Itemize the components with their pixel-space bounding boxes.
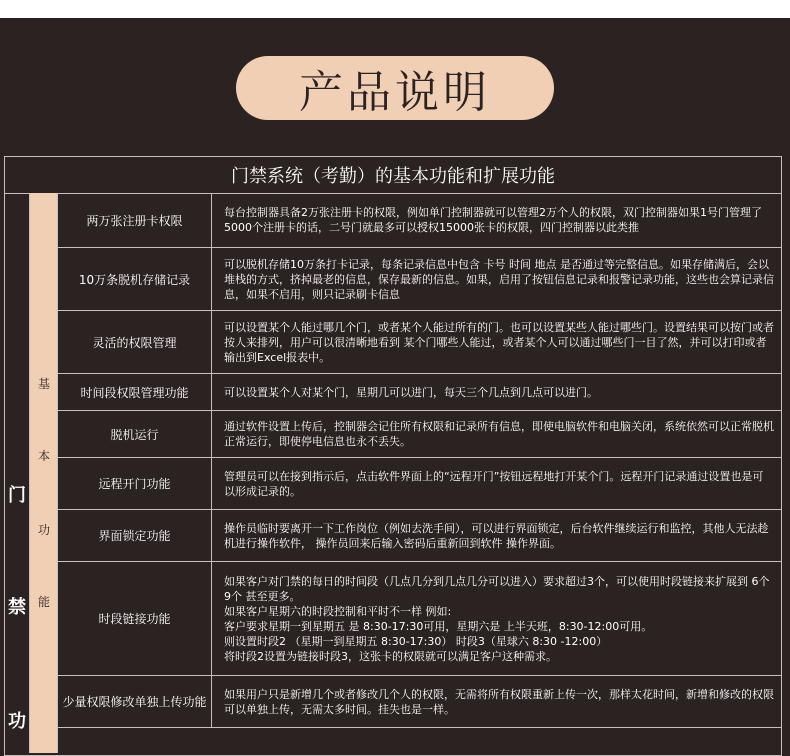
category-inner-char: 功 xyxy=(37,523,50,537)
title-banner xyxy=(236,56,554,120)
category-outer-column xyxy=(4,193,30,753)
feature-description: 每台控制器具备2万张注册卡的权限，例如单门控制器就可以管理2万个人的权限，双门控制器如果1号门管理了5000个注册卡的话，二号门就最多可以授权15000张卡的权限，四门控制器以此类推 xyxy=(224,206,762,234)
table-heading: 门禁系统（考勤）的基本功能和扩展功能 xyxy=(4,156,782,194)
category-inner-column xyxy=(30,193,58,753)
category-outer-char: 功 xyxy=(8,711,26,732)
table-row xyxy=(58,248,782,311)
table-row xyxy=(58,510,782,562)
table-row xyxy=(58,411,782,458)
table-row xyxy=(58,193,782,248)
feature-name: 界面锁定功能 xyxy=(58,510,212,561)
feature-description: 通过软件设置上传后，控制器会记住所有权限和记录所有信息，即使电脑软件和电脑关闭，系统依然可以正常脱机正常运行，即使停电信息也永不丢失。 xyxy=(224,420,774,448)
feature-name: 灵活的权限管理 xyxy=(58,311,212,373)
category-outer-char: 禁 xyxy=(8,597,26,618)
table-row xyxy=(58,374,782,411)
feature-name: 远程开门功能 xyxy=(58,458,212,509)
feature-name: 时段链接功能 xyxy=(58,562,212,675)
feature-name: 脱机运行 xyxy=(58,411,212,457)
category-outer-char: 门 xyxy=(8,485,26,506)
feature-name: 少量权限修改单独上传功能 xyxy=(58,676,212,727)
feature-description: 如果客户对门禁的每日的时间段（几点几分到几点几分可以进入）要求超过3个，可以使用时段链接来扩展到 6个 9个 甚至更多。 如果客户星期六的时段控制和平时不一样 例如: 客户要求星期一到星期五 是 8:30-17:30可用，星期六是 上半天班，8:30-12:00可用。 则设置时段2 （星期一到星期五 8:30-17:30） 时段3（星球六 8:30 -12:00） 将时段2设置为链接时段3，这张卡的权限就可以满足客户这种需求。 xyxy=(224,574,770,663)
feature-description: 操作员临时要离开一下工作岗位（例如去洗手间），可以进行界面锁定，后台软件继续运行和监控，其他人无法趁机进行操作软件， 操作员回来后输入密码后重新回到软件 操作界面。 xyxy=(224,521,769,550)
table-row xyxy=(58,676,782,728)
feature-description: 如果用户只是新增几个或者修改几个人的权限，无需将所有权限重新上传一次，那样太花时间，新增和修改的权限可以单独上传，无需太多时间。挂失也是一样。 xyxy=(224,687,774,716)
table-row xyxy=(58,311,782,374)
top-strip xyxy=(0,0,790,18)
table-row xyxy=(58,458,782,510)
category-inner-char: 基 xyxy=(37,377,50,391)
banner-title: 产品说明 xyxy=(299,67,491,118)
feature-name: 时间段权限管理功能 xyxy=(58,374,212,410)
feature-description: 管理员可以在接到指示后，点击软件界面上的“远程开门”按钮远程地打开某个门。远程开门记录通过设置也是可以形成记录的。 xyxy=(224,469,764,498)
table-row xyxy=(58,562,782,676)
feature-name: 10万条脱机存储记录 xyxy=(58,248,212,310)
feature-name: 两万张注册卡权限 xyxy=(58,193,212,247)
feature-description: 可以设置某个人对某个门，星期几可以进门，每天三个几点到几点可以进门。 xyxy=(224,385,598,399)
category-inner-char: 本 xyxy=(37,449,50,463)
feature-description: 可以脱机存储10万条打卡记录，每条记录信息中包含 卡号 时间 地点 是否通过等完整信息。如果存储满后，会以堆栈的方式，挤掉最老的信息，保存最新的信息。如果，启用了按钮信息记录和报警记录功能，这些也会算记录信息，如果不启用，则只记录刷卡信息 xyxy=(224,257,774,301)
category-inner-char: 能 xyxy=(37,595,50,609)
feature-description: 可以设置某个人能过哪几个门，或者某个人能过所有的门。也可以设置某些人能过哪些门。设置结果可以按门或者按人来排列，用户可以很清晰地看到 某个门哪些人能过，或者某个人可以通过哪些门一目了然，并可以打印或者输出到Excel报表中。 xyxy=(224,320,774,364)
